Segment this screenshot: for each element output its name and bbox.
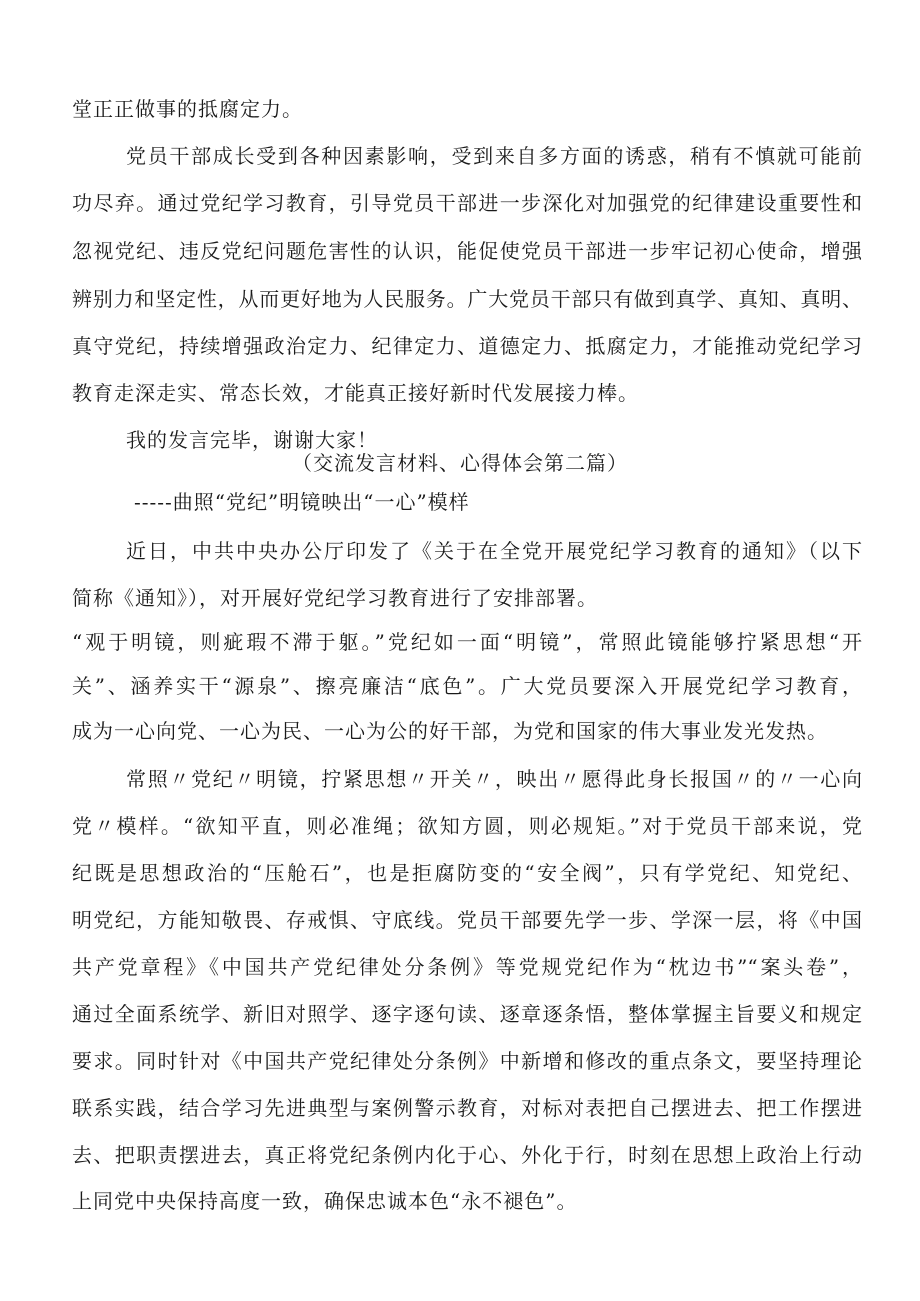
text-line: 关”、涵养实干“源泉”、擦亮廉洁“底色”。广大党员要深入开展党纪学习教育， [72,674,862,698]
text-line: 教育走深走实、常态长效，才能真正接好新时代发展接力棒。 [72,381,639,405]
section-subtitle: -----曲照“党纪”明镜映出“一心”模样 [134,490,470,514]
text-line: 真守党纪，持续增强政治定力、纪律定力、道德定力、抵腐定力，才能推动党纪学习 [72,334,862,358]
text-line: 联系实践，结合学习先进典型与案例警示教育，对标对表把自己摆进去、把工作摆进 [72,1096,862,1120]
text-line: 简称《通知》），对开展好党纪学习教育进行了安排部署。 [72,586,598,610]
closing-remark: 我的发言完毕，谢谢大家！ [126,428,378,452]
paragraph-first-line: “观于明镜，则疵瑕不滞于躯。”党纪如一面“明镜”，常照此镜能够拧紧思想“开 [72,630,862,654]
text-line: 忽视党纪、违反党纪问题危害性的认识，能促使党员干部进一步牢记初心使命，增强 [72,239,862,263]
text-line: 要求。同时针对《中国共产党纪律处分条例》中新增和修改的重点条文，要坚持理论 [72,1049,862,1073]
text-line: 党〃模样。“欲知平直，则必准绳；欲知方圆，则必规矩。”对于党员干部来说，党 [72,814,862,838]
text-line: 上同党中央保持高度一致，确保忠诚本色“永不褪色”。 [72,1189,578,1213]
text-line: 辨别力和坚定性，从而更好地为人民服务。广大党员干部只有做到真学、真知、真明、 [72,287,862,311]
paragraph-first-line: 党员干部成长受到各种因素影响，受到来自多方面的诱惑，稍有不慎就可能前 [126,144,862,168]
text-line: 去、把职责摆进去，真正将党纪条例内化于心、外化于行，时刻在思想上政治上行动 [72,1143,862,1167]
text-line: 纪既是思想政治的“压舱石”，也是拒腐防变的“安全阀”，只有学党纪、知党纪、 [72,861,862,885]
text-line: 共产党章程》《中国共产党纪律处分条例》等党规党纪作为“枕边书”“案头卷”， [72,955,862,979]
text-line: 成为一心向党、一心为民、一心为公的好干部，为党和国家的伟大事业发光发热。 [72,719,828,743]
paragraph-first-line: 近日，中共中央办公厅印发了《关于在全党开展党纪学习教育的通知》（以下 [126,539,862,563]
text-line: 堂正正做事的抵腐定力。 [72,97,303,121]
section-heading: （交流发言材料、心得体会第二篇） [292,451,628,475]
text-line: 功尽弃。通过党纪学习教育，引导党员干部进一步深化对加强党的纪律建设重要性和 [72,191,862,215]
text-line: 通过全面系统学、新旧对照学、逐字逐句读、逐章逐条悟，整体掌握主旨要义和规定 [72,1002,862,1026]
paragraph-first-line: 常照〃党纪〃明镜，拧紧思想〃开关〃，映出〃愿得此身长报国〃的〃一心向 [126,767,862,791]
text-line: 明党纪，方能知敬畏、存戒惧、守底线。党员干部要先学一步、学深一层，将《中国 [72,908,862,932]
